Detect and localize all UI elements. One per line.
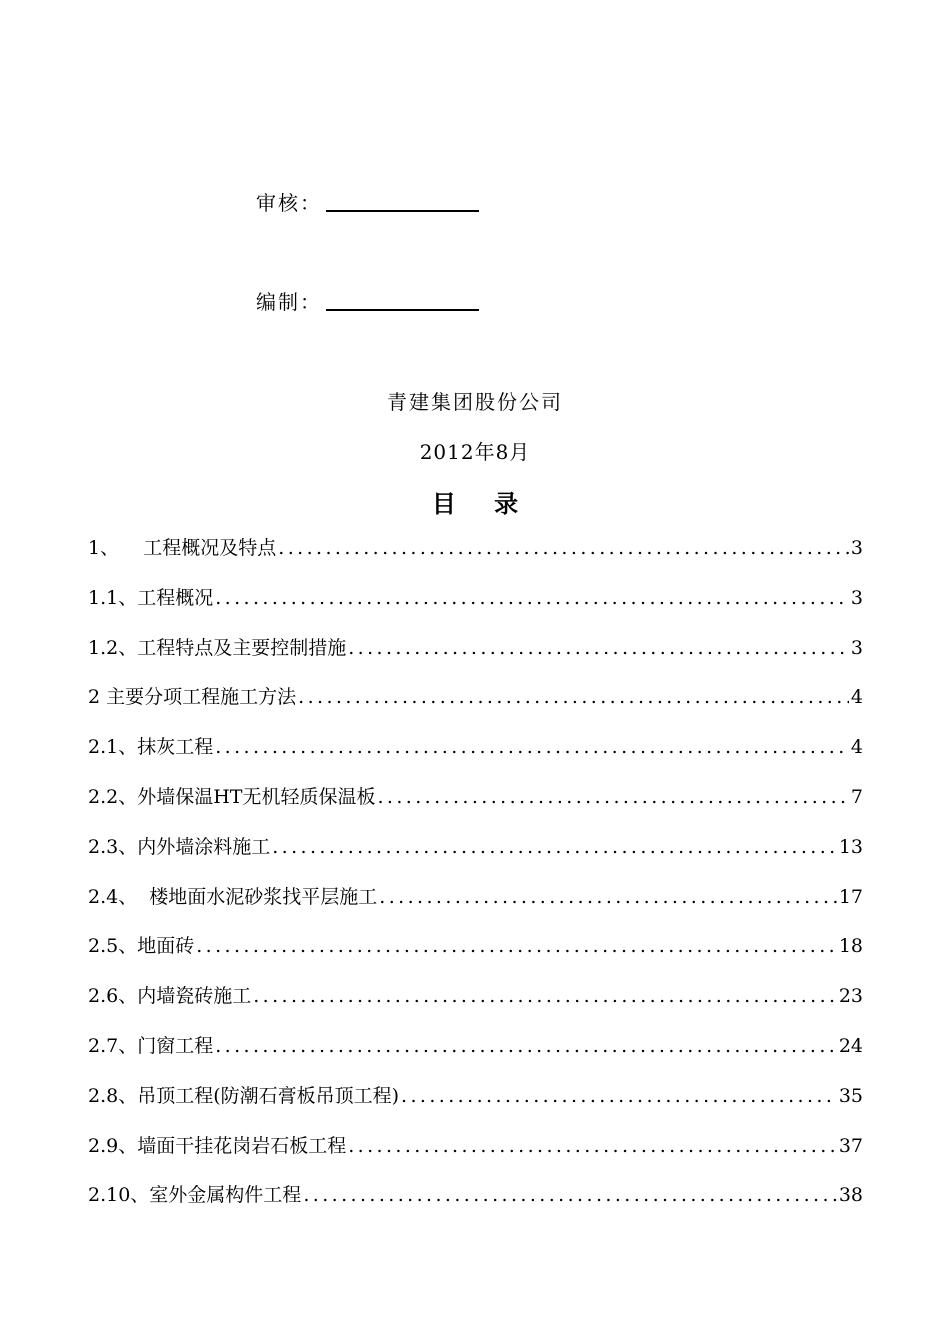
toc-entry-page-number: 13: [838, 835, 863, 858]
document-date: 2012年8月: [419, 440, 531, 464]
toc-entry-title: 2 主要分项工程施工方法: [88, 686, 297, 709]
toc-entry-title: 2.1、抹灰工程: [88, 736, 214, 759]
toc-entry-page-number: 18: [838, 935, 863, 958]
reviewer-signature-row: [256, 186, 479, 216]
table-of-contents: [88, 533, 863, 1230]
toc-entry-page-number: 24: [838, 1034, 863, 1057]
toc-leader-dots: [196, 931, 837, 961]
toc-leader-dots: [348, 633, 849, 663]
toc-leader-dots: [278, 533, 849, 563]
toc-entry[interactable]: [88, 533, 863, 583]
toc-entry-page-number: 17: [838, 885, 863, 908]
toc-entry-page-number: 35: [838, 1084, 863, 1107]
toc-entry-title: 1.1、工程概况: [88, 586, 214, 609]
toc-entry-title: 2.3、内外墙涂料施工: [88, 835, 271, 858]
toc-entry-title: 2.7、门窗工程: [88, 1034, 214, 1057]
compiler-signature-line: [326, 309, 479, 311]
compiler-label: 编制：: [256, 290, 322, 314]
toc-entry[interactable]: [88, 832, 863, 882]
toc-entry-title: 2.4、 楼地面水泥砂浆找平层施工: [88, 885, 378, 908]
toc-leader-dots: [215, 732, 849, 762]
toc-entry[interactable]: [88, 583, 863, 633]
toc-entry-title: 2.10、室外金属构件工程: [88, 1184, 302, 1207]
compiler-signature-row: [256, 285, 479, 315]
toc-entry-page-number: 4: [850, 686, 863, 709]
toc-leader-dots: [377, 782, 848, 812]
toc-entry-page-number: 4: [850, 736, 863, 759]
toc-leader-dots: [215, 583, 849, 613]
toc-entry-title: 2.6、内墙瓷砖施工: [88, 985, 252, 1008]
toc-heading: 目 录: [431, 490, 519, 518]
toc-entry[interactable]: [88, 931, 863, 981]
toc-entry[interactable]: [88, 633, 863, 683]
toc-entry-page-number: 23: [838, 985, 863, 1008]
toc-entry[interactable]: [88, 1180, 863, 1230]
toc-entry[interactable]: [88, 1131, 863, 1181]
toc-entry-title: 2.8、吊顶工程(防潮石膏板吊顶工程): [88, 1084, 400, 1107]
toc-leader-dots: [303, 1180, 837, 1210]
toc-leader-dots: [379, 882, 837, 912]
toc-entry-page-number: 3: [850, 537, 863, 559]
toc-leader-dots: [298, 682, 849, 712]
toc-entry[interactable]: [88, 1081, 863, 1131]
toc-leader-dots: [401, 1081, 837, 1111]
toc-entry-page-number: 38: [838, 1184, 863, 1207]
toc-leader-dots: [348, 1131, 837, 1161]
company-name: 青建集团股份公司: [387, 390, 563, 414]
toc-entry-page-number: 37: [838, 1134, 863, 1157]
toc-entry-title: 2.2、外墙保温HT无机轻质保温板: [88, 785, 376, 808]
toc-entry-title: 1.2、工程特点及主要控制措施: [88, 636, 347, 659]
toc-entry[interactable]: [88, 1031, 863, 1081]
toc-entry-page-number: 3: [850, 586, 863, 609]
reviewer-label: 审核：: [256, 191, 322, 215]
toc-entry[interactable]: [88, 882, 863, 932]
toc-entry[interactable]: [88, 682, 863, 732]
toc-leader-dots: [272, 832, 837, 862]
toc-leader-dots: [253, 981, 837, 1011]
toc-leader-dots: [215, 1031, 837, 1061]
toc-entry-page-number: 7: [850, 785, 863, 808]
toc-entry[interactable]: [88, 732, 863, 782]
toc-entry-title: 2.9、墙面干挂花岗岩石板工程: [88, 1134, 347, 1157]
toc-entry[interactable]: [88, 981, 863, 1031]
toc-entry-page-number: 3: [850, 636, 863, 659]
toc-entry-title: 1、 工程概况及特点: [88, 537, 277, 559]
toc-entry-title: 2.5、地面砖: [88, 935, 195, 958]
reviewer-signature-line: [326, 210, 479, 212]
toc-entry[interactable]: [88, 782, 863, 832]
